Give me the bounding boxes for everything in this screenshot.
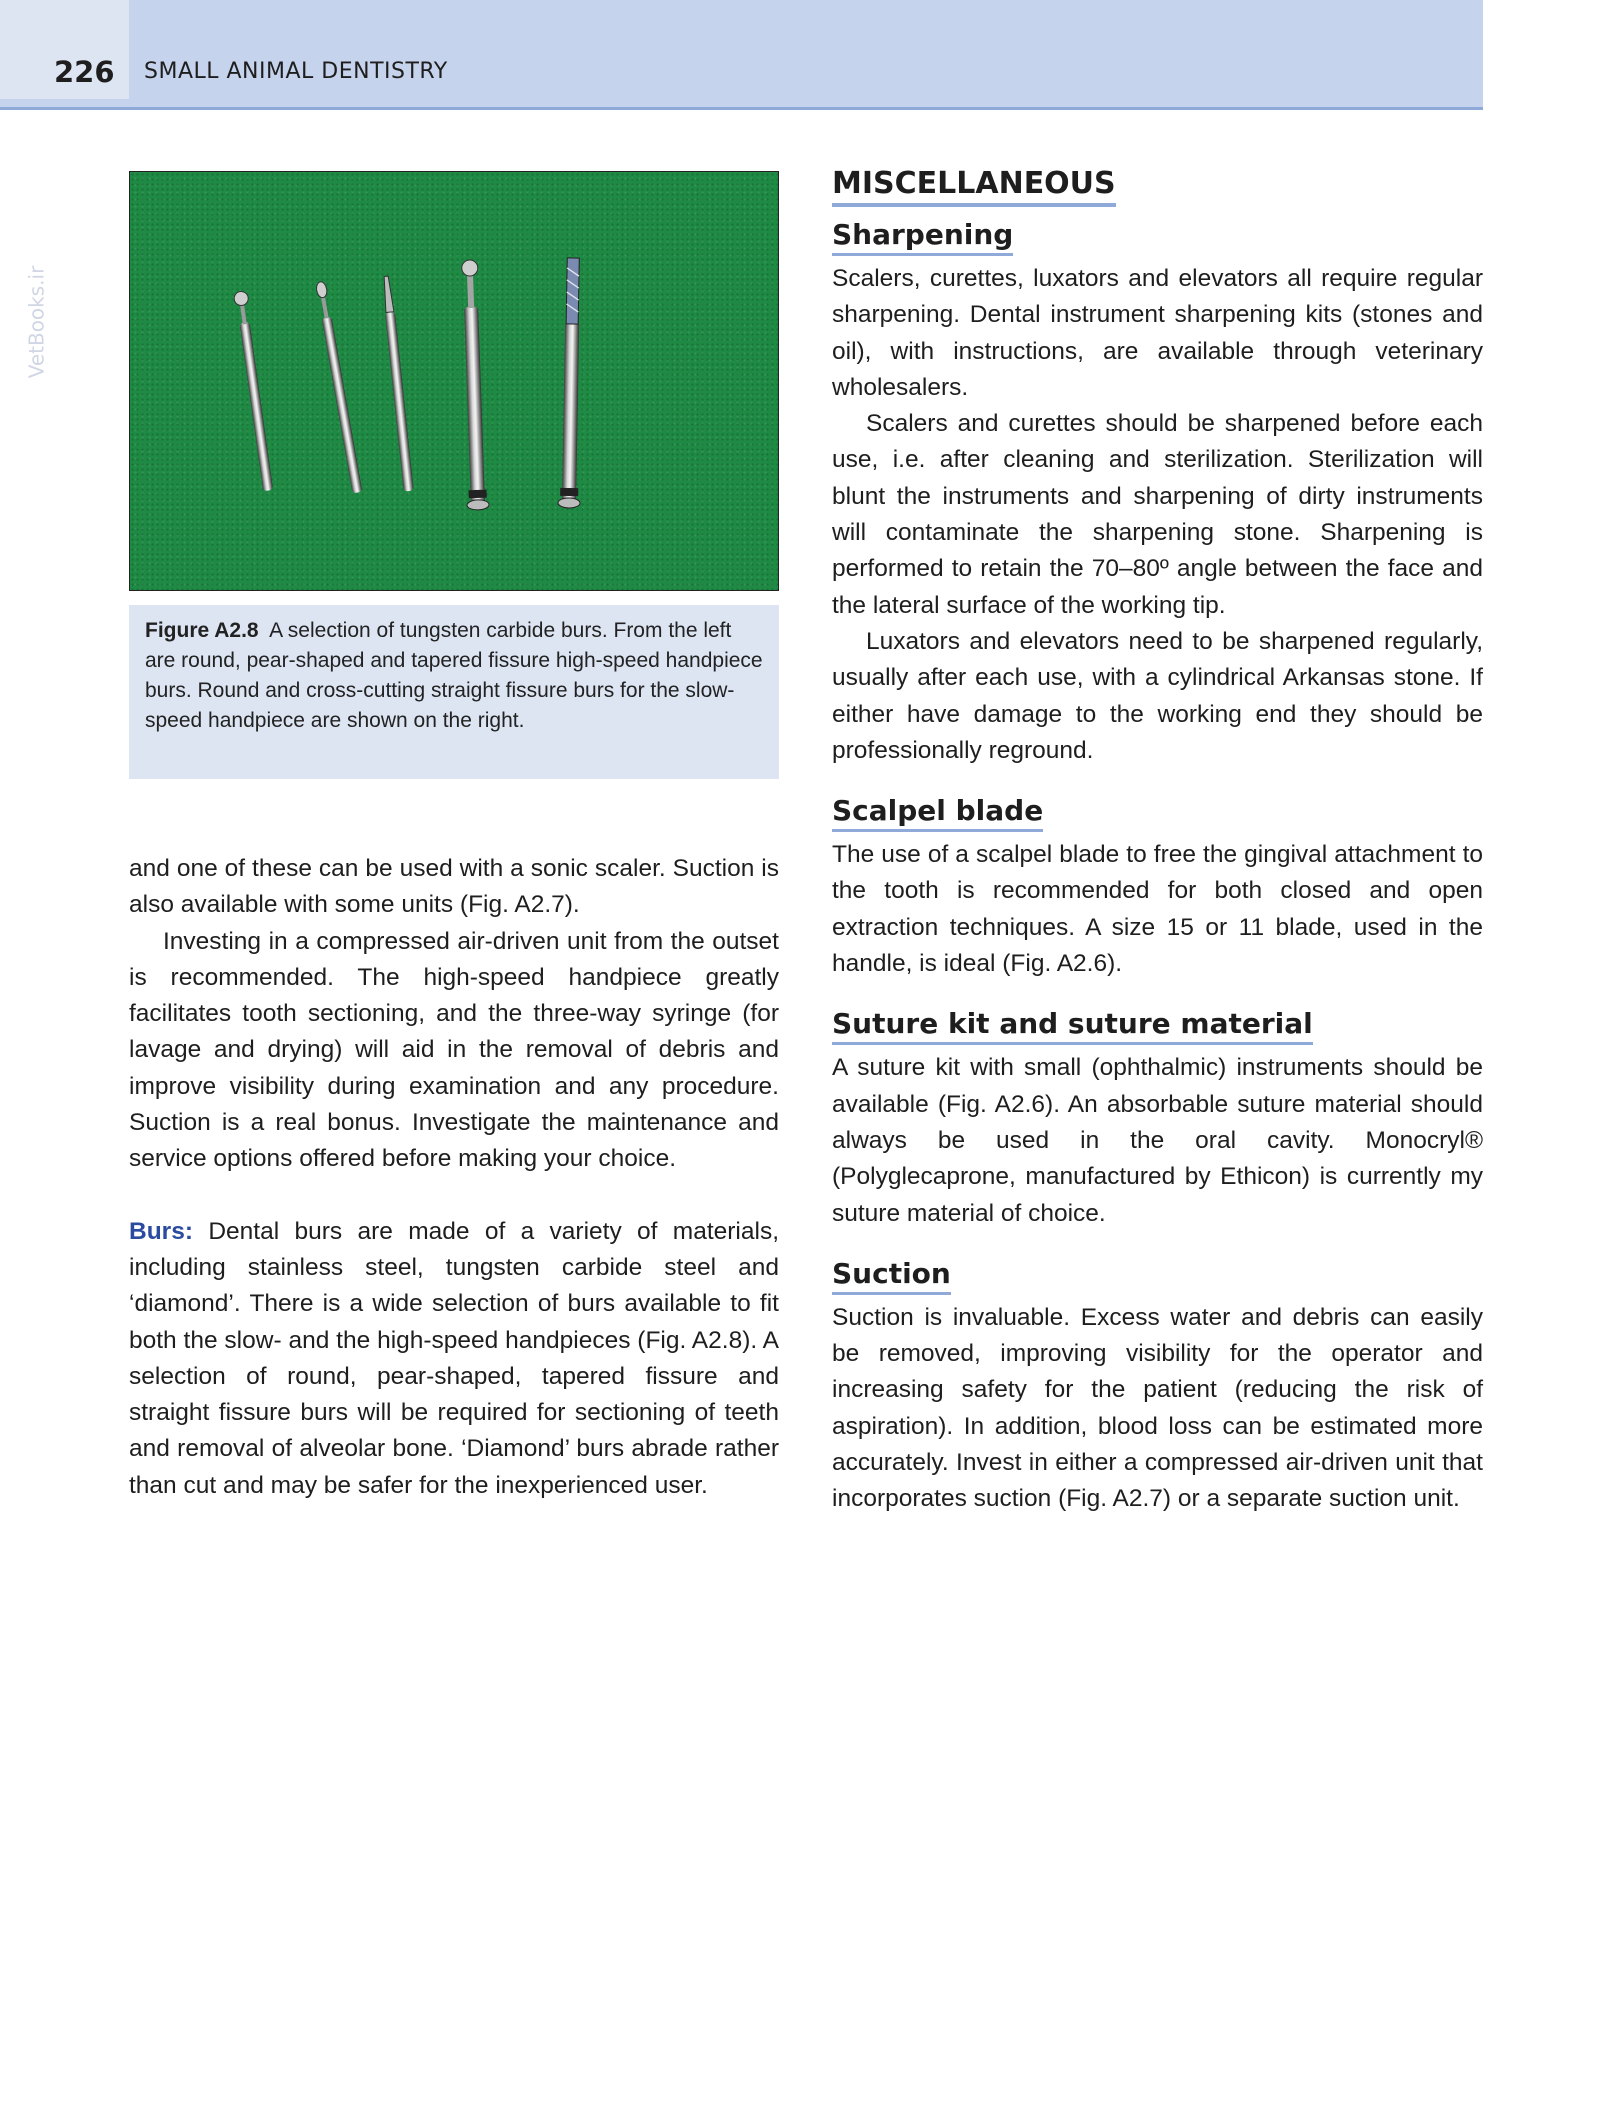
figure-caption: [129, 605, 779, 779]
figure-caption-text: A selection of tungsten carbide burs. From the left are round, pear-shaped and tapered fissure high-speed handpiece burs. Round and cross-cutting straight fissure burs for the slow-speed handpiece are shown on the right.: [145, 619, 763, 732]
left-paragraph-1: and one of these can be used with a sonic scaler. Suction is also available with some units (Fig. A2.7).: [129, 855, 779, 919]
heading-suction: Suction: [832, 1256, 951, 1295]
round-bur-icon: [233, 291, 275, 492]
running-head: SMALL ANIMAL DENTISTRY: [144, 59, 448, 84]
slow-round-bur-icon: [458, 260, 489, 511]
burs-illustration: [130, 172, 780, 592]
page-header: [0, 0, 1483, 110]
heading-scalpel-blade: Scalpel blade: [832, 793, 1043, 832]
figure-label: Figure A2.8: [145, 619, 259, 642]
right-column: [832, 165, 1483, 1518]
scalpel-paragraph: The use of a scalpel blade to free the gingival attachment to the tooth is recommended for both closed and open extraction techniques. A size 15 or 11 blade, used in the handle, is ideal (Fig. A2.6).: [832, 841, 1483, 978]
suction-paragraph: Suction is invaluable. Excess water and debris can easily be removed, improving visibility for the operator and increasing safety for the patient (reducing the risk of aspiration). In addition, blood loss can be estimated more accurately. Invest in either a compressed air-driven unit that incorporates suction (Fig. A2.7) or a separate suction unit.: [832, 1303, 1483, 1513]
burs-paragraph: [129, 1214, 779, 1504]
section-title: MISCELLANEOUS: [832, 165, 1116, 207]
suture-paragraph: A suture kit with small (ophthalmic) instruments should be available (Fig. A2.6). An absorbable suture material should always be used in the oral cavity. Monocryl® (Polyglecaprone, manufactured by Ethicon) is currently my suture material of choice.: [832, 1054, 1483, 1227]
sharpening-paragraph-3: Luxators and elevators need to be sharpened regularly, usually after each use, with a cylindrical Arkansas stone. If either have damage to the working end they should be professionally reground.: [832, 627, 1483, 764]
dental-burs-photo: [129, 171, 779, 591]
heading-sharpening: Sharpening: [832, 217, 1013, 256]
watermark: VetBooks.ir: [24, 265, 49, 379]
burs-lead: Burs:: [129, 1217, 193, 1245]
sharpening-paragraph-1: Scalers, curettes, luxators and elevators all require regular sharpening. Dental instrument sharpening kits (stones and oil), with instructions, are available through veterinary wholesalers.: [832, 265, 1483, 401]
tapered-fissure-bur-icon: [381, 276, 414, 492]
sharpening-paragraph-2: Scalers and curettes should be sharpened before each use, i.e. after cleaning and sterilization. Sterilization will blunt the instruments and sharpening of dirty instruments will contaminate the sharpening stone. Sharpening is performed to retain the 70–80º angle between the face and the lateral surface of the working tip.: [832, 410, 1483, 619]
page-number-box: [0, 0, 129, 99]
burs-text: Dental burs are made of a variety of materials, including stainless steel, tungsten carbide steel and ‘diamond’. There is a wide selection of burs available to fit both the slow- and the high-speed handpieces (Fig. A2.8). A selection of round, pear-shaped, tapered fissure and straight fissure burs will be required for sectioning of teeth and removal of alveolar bone. ‘Diamond’ burs abrade rather than cut and may be safer for the inexperienced user.: [129, 1217, 779, 1499]
page-number: 226: [54, 55, 115, 89]
heading-suture-kit: Suture kit and suture material: [832, 1006, 1313, 1045]
left-paragraph-2: Investing in a compressed air-driven unit from the outset is recommended. The high-speed handpiece greatly facilitates tooth sectioning, and the three-way syringe (for lavage and drying) will aid in the removal of debris and improve visibility during examination and any procedure. Suction is a real bonus. Investigate the maintenance and service options offered before making your choice.: [129, 927, 779, 1173]
pear-bur-icon: [315, 281, 362, 493]
left-column: [129, 851, 779, 1504]
crosscut-fissure-bur-icon: [558, 258, 584, 508]
